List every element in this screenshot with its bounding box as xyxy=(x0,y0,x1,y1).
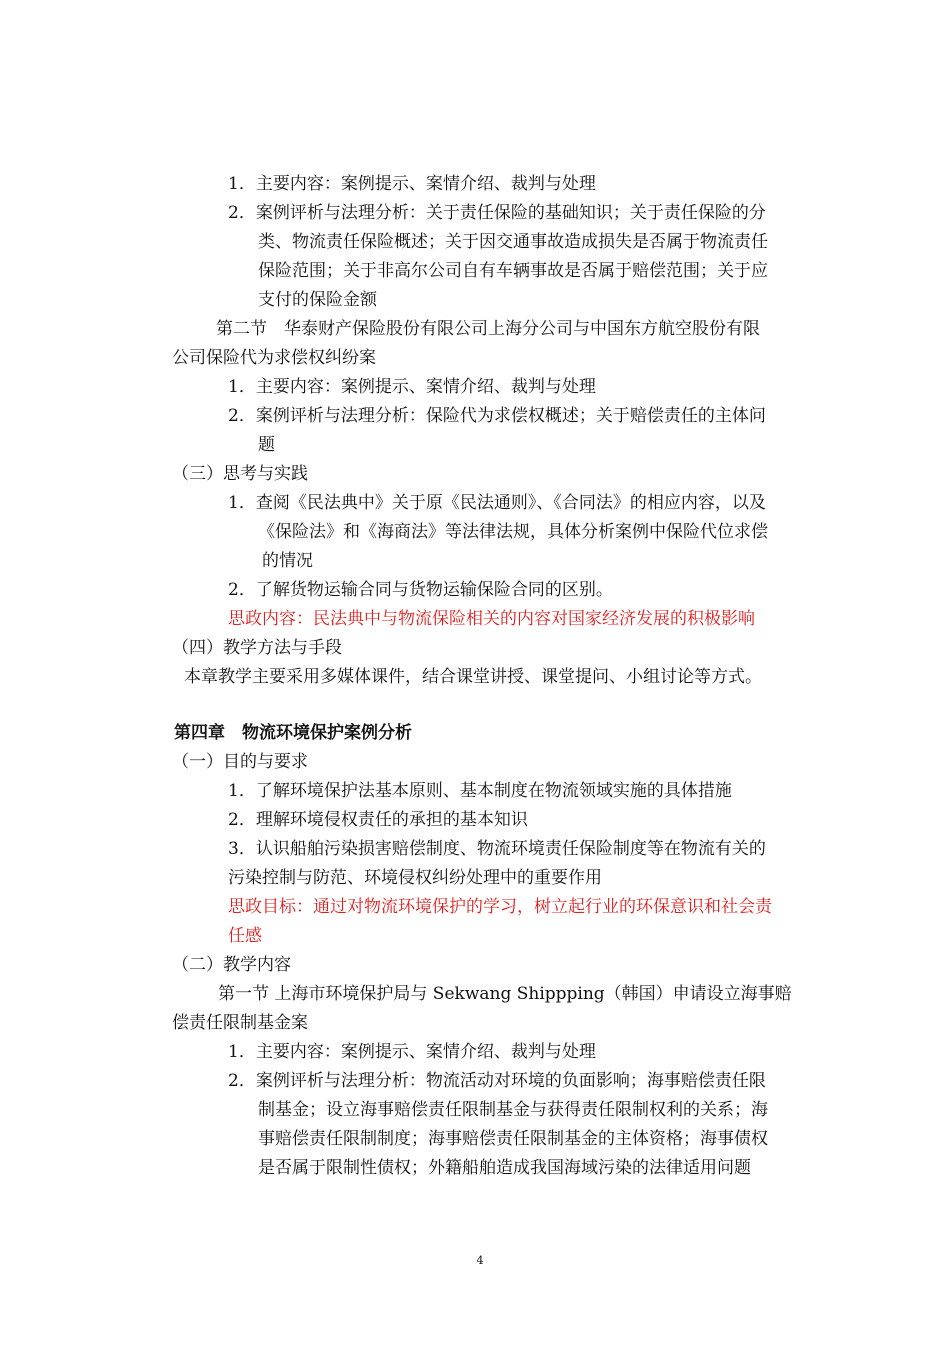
item-case-analysis-cont: 支付的保险金额 xyxy=(258,290,377,310)
section-heading: 第一节 上海市环境保护局与 Sekwang Shippping（韩国）申请设立海事赔 xyxy=(218,984,792,1004)
section-heading-cont: 公司保险代为求偿权纠纷案 xyxy=(172,348,376,368)
objective-item: 3．认识船舶污染损害赔偿制度、物流环境责任保险制度等在物流有关的 xyxy=(228,839,766,859)
item-main-content: 1．主要内容：案例提示、案情介绍、裁判与处理 xyxy=(228,377,596,397)
page-number: 4 xyxy=(476,1254,484,1267)
item-main-content: 1．主要内容：案例提示、案情介绍、裁判与处理 xyxy=(228,174,596,194)
item-case-analysis: 2．案例评析与法理分析：保险代为求偿权概述；关于赔偿责任的主体问 xyxy=(228,406,766,426)
chapter-title: 第四章 物流环境保护案例分析 xyxy=(174,723,412,743)
ideology-goal-note: 思政目标：通过对物流环境保护的学习，树立起行业的环保意识和社会责 xyxy=(228,897,772,917)
ideology-goal-note-cont: 任感 xyxy=(228,926,262,946)
objective-item: 1．了解环境保护法基本原则、基本制度在物流领域实施的具体措施 xyxy=(228,781,732,801)
item-case-analysis-cont: 类、物流责任保险概述；关于因交通事故造成损失是否属于物流责任 xyxy=(258,232,768,252)
objective-item: 2．理解环境侵权责任的承担的基本知识 xyxy=(228,810,528,830)
section-heading: 第二节 华泰财产保险股份有限公司上海分公司与中国东方航空股份有限 xyxy=(216,319,760,339)
practice-item-cont: 的情况 xyxy=(262,551,313,571)
practice-item-cont: 《保险法》和《海商法》等法律法规，具体分析案例中保险代位求偿 xyxy=(258,522,768,542)
item-case-analysis-cont: 事赔偿责任限制制度；海事赔偿责任限制基金的主体资格；海事债权 xyxy=(258,1129,768,1149)
item-case-analysis: 2．案例评析与法理分析：物流活动对环境的负面影响；海事赔偿责任限 xyxy=(228,1071,766,1091)
item-main-content: 1．主要内容：案例提示、案情介绍、裁判与处理 xyxy=(228,1042,596,1062)
subsection-heading: （一）目的与要求 xyxy=(172,752,308,772)
objective-item-cont: 污染控制与防范、环境侵权纠纷处理中的重要作用 xyxy=(228,868,602,888)
item-case-analysis-cont: 保险范围；关于非高尔公司自有车辆事故是否属于赔偿范围；关于应 xyxy=(258,261,768,281)
practice-item: 2．了解货物运输合同与货物运输保险合同的区别。 xyxy=(228,580,613,600)
subsection-heading: （四）教学方法与手段 xyxy=(172,638,342,658)
item-case-analysis-cont: 题 xyxy=(258,435,275,455)
teaching-method-paragraph: 本章教学主要采用多媒体课件，结合课堂讲授、课堂提问、小组讨论等方式。 xyxy=(184,667,762,687)
subsection-heading: （二）教学内容 xyxy=(172,955,291,975)
item-case-analysis: 2．案例评析与法理分析：关于责任保险的基础知识；关于责任保险的分 xyxy=(228,203,766,223)
section-heading-cont: 偿责任限制基金案 xyxy=(172,1013,308,1033)
ideology-content-note: 思政内容：民法典中与物流保险相关的内容对国家经济发展的积极影响 xyxy=(228,609,755,629)
item-case-analysis-cont: 制基金；设立海事赔偿责任限制基金与获得责任限制权利的关系；海 xyxy=(258,1100,768,1120)
practice-item: 1．查阅《民法典中》关于原《民法通则》、《合同法》的相应内容，以及 xyxy=(228,493,766,513)
item-case-analysis-cont: 是否属于限制性债权；外籍船舶造成我国海域污染的法律适用问题 xyxy=(258,1158,751,1178)
subsection-heading: （三）思考与实践 xyxy=(172,464,308,484)
